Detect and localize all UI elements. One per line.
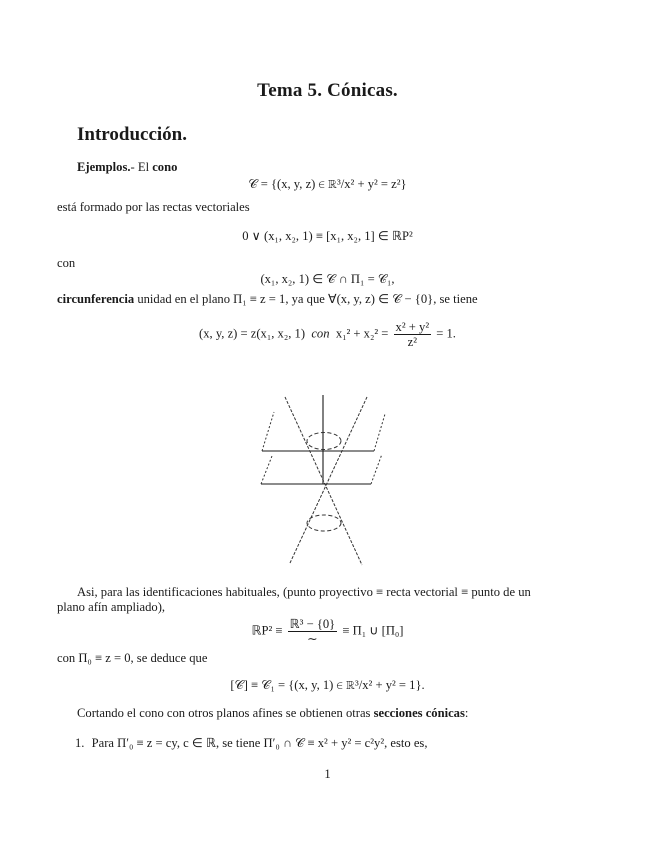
paragraph-asi-line2: plano afín ampliado),	[57, 600, 166, 614]
list-item-1-marker: 1.	[75, 736, 85, 750]
eq5-numerator: ℝ³ − {0}	[289, 617, 336, 631]
eq4-denominator: z²	[407, 335, 417, 349]
document-title: Tema 5. Cónicas.	[257, 80, 398, 101]
upper-plane-left-edge	[262, 412, 274, 451]
paragraph-rectas: está formado por las rectas vectoriales	[57, 200, 250, 214]
page-number: 1	[324, 767, 331, 781]
eq5-left: ℝP² ≡	[251, 623, 283, 638]
eq4-right: = 1.	[436, 326, 456, 341]
eq4-con: con	[311, 326, 330, 341]
upper-circle-section	[307, 433, 341, 450]
cortando-text: Cortando el cono con otros planos afines se obtienen otras	[77, 706, 374, 720]
list-item-1	[75, 736, 427, 751]
ejemplos-label: Ejemplos.	[77, 160, 131, 174]
paragraph-con: con	[57, 256, 76, 270]
equation-cone-definition: 𝒞 = {(x, y, z) ∈ ℝ³/x² + y² = z²}	[248, 177, 407, 191]
eq5-denominator: ∼	[307, 632, 318, 646]
ejemplos-text: - El	[130, 160, 153, 174]
eq5-fraction	[288, 617, 338, 646]
equation-projective-plane	[0, 617, 655, 646]
cortando-colon: :	[464, 706, 469, 720]
equation-cone-class: [𝒞] ≡ 𝒞₁ = {(x, y, 1) ∈ ℝ³/x² + y² = 1}.	[230, 678, 425, 692]
lower-circle-section	[307, 515, 341, 531]
eq5-right: ≡ Π₁ ∪ [Π₀]	[342, 623, 404, 638]
paragraph-deduce: con Π₀ ≡ z = 0, se deduce que	[57, 651, 208, 665]
circunferencia-text: unidad en el plano Π₁ ≡ z = 1, ya que ∀(x, y, z) ∈ 𝒞 − {0}, se tiene	[134, 292, 478, 306]
cono-term: cono	[152, 160, 178, 174]
paragraph-asi-line1: Asi, para las identificaciones habituales, (punto proyectivo ≡ recta vectorial ≡ punto de un	[77, 585, 531, 599]
paragraph-cortando	[77, 706, 468, 721]
paragraph-circunferencia	[57, 292, 478, 307]
section-title-introduccion: Introducción.	[77, 124, 187, 145]
circunferencia-term: circunferencia	[57, 292, 135, 306]
cone-generator-right	[290, 397, 367, 563]
eq4-fraction	[394, 320, 432, 349]
lower-plane-right-edge	[371, 454, 382, 484]
upper-plane-right-edge	[374, 414, 385, 451]
paragraph-ejemplos	[77, 160, 177, 175]
list-item-1-text: Para Π′₀ ≡ z = cy, c ∈ ℝ, se tiene Π′₀ ∩ 𝒞 ≡ x² + y² = c²y², esto es,	[91, 736, 428, 750]
eq4-left: (x, y, z) = z(x₁, x₂, 1)	[199, 326, 306, 341]
equation-intersection: (x₁, x₂, 1) ∈ 𝒞 ∩ Π₁ = 𝒞₁,	[260, 272, 395, 286]
eq4-numerator: x² + y²	[395, 320, 430, 334]
secciones-conicas-term: secciones cónicas	[373, 706, 465, 720]
cone-diagram	[255, 390, 395, 570]
eq4-mid: x₁² + x₂² =	[335, 326, 389, 341]
equation-projective-point: 0 ∨ (x₁, x₂, 1) ≡ [x₁, x₂, 1] ∈ ℝP²	[242, 229, 413, 243]
equation-parametrization	[0, 320, 655, 349]
lower-plane-left-edge	[261, 456, 272, 484]
